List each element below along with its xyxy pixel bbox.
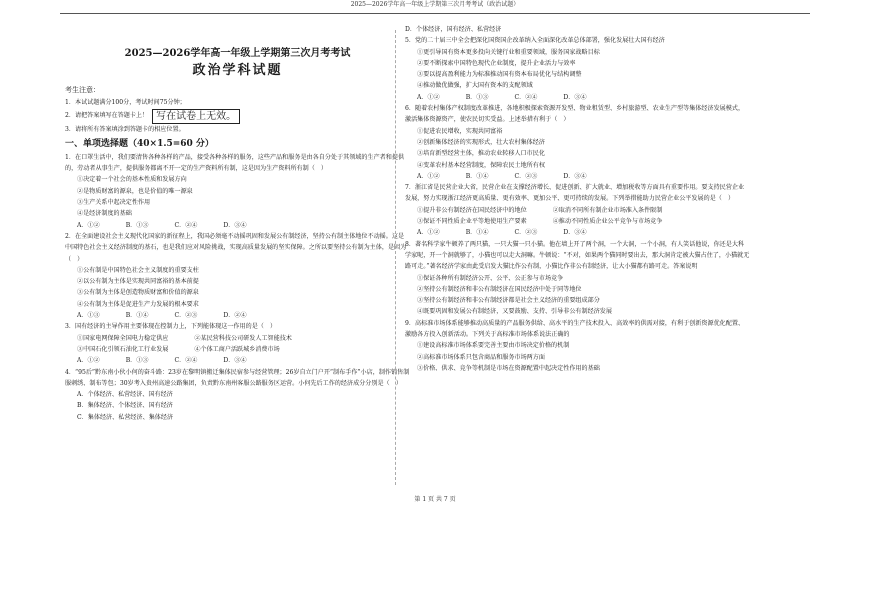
- answer-option: ③培育新型经营主体，推动农业转移人口市民化: [417, 150, 545, 158]
- choice-letter: A．①②: [77, 357, 100, 365]
- choice-row: [405, 227, 750, 238]
- running-header: 2025—2026学年高一年级上学期第三次月考考试（政治试题）: [60, 0, 810, 14]
- answer-option: ①提升非公有制经济在国民经济中的地位: [417, 206, 527, 214]
- choice-letter: D．③④: [563, 229, 587, 237]
- choice-letter: D．③④: [223, 357, 247, 365]
- page-footer: 第 1 页 共 7 页: [414, 496, 456, 503]
- choice-letter: B．①④: [465, 229, 489, 237]
- choice-letter: C．②④: [174, 221, 198, 229]
- answer-option: C．集体经济、私营经济、集体经济: [77, 413, 174, 421]
- question-stem: 6．随着农村集体产权制度改革推进，各地积极探索资源开发型、物业租赁型、乡村旅游型、农业生产型等集体经济发展模式，激活集体资源资产，使农民切实受益。上述举措有利于（ ）: [405, 105, 745, 124]
- left-questions: [65, 152, 410, 423]
- answer-option-row: [65, 344, 410, 355]
- choice-letter: D．③④: [223, 221, 247, 229]
- question-block: [405, 35, 750, 103]
- answer-option: ①国家电网保障全国电力稳定供应: [77, 334, 169, 342]
- answer-option: ③要以提高盈利能力为标准推动国有资本布局优化与结构调整: [417, 71, 582, 79]
- question-block: [65, 231, 410, 321]
- answer-option: ②创新集体经济的实现形式，壮大农村集体经济: [417, 138, 545, 146]
- exam-title: 2025—2026学年高一年级上学期第三次月考考试: [124, 48, 351, 59]
- note-2-row: [65, 109, 410, 124]
- choice-letter: C．②④: [174, 357, 198, 365]
- choice-letter: A．①②: [417, 93, 440, 101]
- question-stem: 7．浙江省是民营企业大省，民营企业在支撑经济增长、促进创新、扩大就业、增加税收等方面具有重要作用。要支持民营企业发展，努力实现浙江经济更高质量、更有效率、更加公平、更可持续的发展。下列举措能助力民营企业公平发展的是（ ）: [405, 184, 745, 203]
- answer-option: ③生产关系中起决定性作用: [77, 199, 151, 207]
- question-stem: 1．在口罩生活中，我们要清售各种各样的产品，接受各种各样的服务，这些产品和服务是由各自分处于其领域的生产者和提供的，劳动者从事生产，提供服务都离不开一定的生产资料所有制，这是因为生产资料所有制（ ）: [65, 153, 405, 173]
- note-2: 2．请把答案填写在答题卡上！: [65, 112, 149, 120]
- choice-row: [405, 92, 750, 103]
- choice-letter: C．②③: [514, 172, 538, 180]
- question-stem: 8．著名科学家牛顿养了两只猫，一只大猫一只小猫。他在墙上开了两个洞，一个大洞，一个小洞，有人笑话他说，你还是大科学家呢，开一个洞就够了，小猫也可以走大洞嘛。牛顿说：“不对，如果两个猫同时要出去，那大洞肯定被大猫占住了，小猫就无路可走。”著名经济学家由此受启发大猫比作公有制，小猫比作非公有制经济，让大小猫都有路可走。答案说明: [405, 240, 750, 271]
- choice-letter: C．②④: [514, 93, 538, 101]
- answer-option: ①决定着一个社会的基本性质和发展方向: [77, 176, 187, 184]
- question-stem: 5．党的二十届三中全会把深化国资国企改革纳入全面深化改革总体部署，强化发展壮大国有经济: [405, 37, 665, 45]
- answer-option: ③公有制为主体是创造物质财富和价值的源泉: [77, 289, 199, 297]
- choice-row: [65, 220, 410, 231]
- answer-option: ②取消不同所有制企业市场准入条件限制: [552, 206, 663, 214]
- answer-option: ②是物质财富的源泉，也是价值的唯一源泉: [77, 187, 193, 195]
- answer-option: ②坚持公有制经济和非公有制经济在国民经济中处于同等地位: [417, 285, 582, 293]
- choice-letter: D．③④: [563, 93, 587, 101]
- right-column: [405, 24, 750, 374]
- answer-option: ②以公有制为主体是实现共同富裕的基本前提: [77, 278, 199, 286]
- answer-option: ③保证不同性质企业平等地使用生产要素: [417, 218, 527, 226]
- answer-option: ④变革农村基本经营制度，保障农民土地所有权: [417, 161, 545, 169]
- answer-option: ④既要巩固和发展公有制经济，又要鼓励、支持、引导非公有制经济发展: [417, 308, 612, 316]
- answer-option: ②要不断探索中国特色现代企业制度，提升企业活力与效率: [417, 59, 576, 67]
- question-block: [405, 103, 750, 182]
- question-block: [405, 318, 750, 374]
- answer-option: ①促进农民增收，实现共同富裕: [417, 127, 503, 135]
- answer-option: A．个体经济、私营经济、国有经济: [77, 391, 173, 399]
- question-stem: 2．在全面建设社会主义现代化国家的新征程上，我国必须毫不动摇巩固和发展公有制经济，坚持公有制主体地位不动摇。这是中国特色社会主义经济制度的基石，也是我们应对风险挑战，实现高质量发展的坚实保障。之所以要坚持公有制为主体，是因为（ ）: [65, 232, 407, 263]
- question-stem: 3．国有经济的主导作用主要体现在控制力上，下列能体现这一作用的是（ ）: [65, 323, 277, 331]
- answer-option: ④是经济制度的基础: [77, 210, 132, 218]
- answer-option-row: [405, 216, 750, 227]
- answer-option: ②高标准市场体系只包含商品和服务市场两方面: [417, 353, 545, 361]
- choice-row: [65, 355, 410, 366]
- answer-option: ③中国石化引领石油化工行业发展: [77, 345, 169, 353]
- answer-option-row: [65, 333, 410, 344]
- choice-letter: D．②④: [223, 312, 247, 320]
- choice-row: [405, 171, 750, 182]
- answer-option: ①保证各种所有制经济公开、公平、公正参与市场竞争: [417, 274, 564, 282]
- choice-letter: B．①④: [125, 312, 149, 320]
- answer-option: ①更引导国有资本更多投向关键行业和重要领域，服务国家战略目标: [417, 48, 600, 56]
- answer-option: ①公有制是中国特色社会主义制度的重要支柱: [77, 266, 199, 274]
- answer-option: ④推动做优做强，扩大国有资本的支配领域: [417, 82, 533, 90]
- answer-option-row: [405, 205, 750, 216]
- answer-option: ③坚持公有制经济和非公有制经济都是社会主义经济的重要组成部分: [417, 297, 600, 305]
- answer-option: ④公有制为主体是促进生产力发展的根本要求: [77, 300, 199, 308]
- note-1: 1．本试试题满分100分，考试时间75分钟；: [65, 99, 186, 107]
- answer-option: ④个体工商户活跃城乡消费市场: [194, 345, 280, 353]
- question-block: [405, 239, 750, 318]
- question-block: [405, 24, 750, 35]
- choice-letter: B．①③: [125, 357, 149, 365]
- question-block: [65, 152, 410, 231]
- answer-option: ③价格、供求、竞争等机制是市场在资源配置中起决定性作用的基础: [417, 364, 600, 372]
- choice-letter: A．①②: [417, 229, 440, 237]
- choice-letter: B．①④: [465, 172, 489, 180]
- answer-option: ④推动不同性质企业公平竞争与市场竞争: [552, 218, 663, 226]
- question-stem: 4．“95后”黔东南小伙小何的奋斗路：23岁在黎明镇搬迁集体民宿参与经营管理；26岁自立门户开“制布手作”小店，制作销售制服刺绣、制布等包；30岁考入贵州高速公路集团，负责黔东南州客服公路服务区运营。小何先后工作的经济成分分别是（ ）: [65, 368, 410, 387]
- choice-letter: D．③④: [563, 172, 587, 180]
- choice-letter: C．②③: [514, 229, 538, 237]
- left-column: [65, 24, 410, 423]
- choice-row: [65, 310, 410, 321]
- section-title: 一、单项选择题（40×1.5=60 分）: [65, 138, 214, 149]
- choice-letter: C．②③: [174, 312, 198, 320]
- question-stem: D．个体经济，国有经济、私营经济: [405, 26, 502, 33]
- answer-option: ②某民营科技公司研发人工智能技术: [194, 334, 292, 342]
- choice-letter: B．①③: [125, 221, 149, 229]
- choice-letter: B．①③: [465, 93, 489, 101]
- question-block: [65, 321, 410, 366]
- right-questions: [405, 24, 750, 374]
- column-divider: [395, 30, 396, 485]
- notes-title: 考生注意：: [65, 86, 100, 94]
- answer-option: B．集体经济、个体经济、国有经济: [77, 402, 173, 410]
- note-3: 3．请将所有答案填涂到答题卡的相应位置。: [65, 125, 185, 133]
- question-stem: 9．高标准市场体系能够推动高质量的产品服务供给、高水平的生产技术投入、高效率的供需对接，有利于创新资源优化配置、激励各方投入创新活动。下列关于高标准市场体系说法正确的: [405, 319, 745, 339]
- invalid-stamp: 写在试卷上无效。: [152, 109, 240, 124]
- question-block: [65, 367, 410, 423]
- choice-letter: A．①②: [77, 221, 100, 229]
- subject-title: 政治学科试题: [192, 63, 283, 78]
- question-block: [405, 182, 750, 238]
- choice-letter: A．①③: [77, 312, 100, 320]
- choice-letter: A．①②: [417, 172, 440, 180]
- answer-option: ①建设高标准市场体系要完善主要由市场决定价格的机制: [417, 342, 570, 350]
